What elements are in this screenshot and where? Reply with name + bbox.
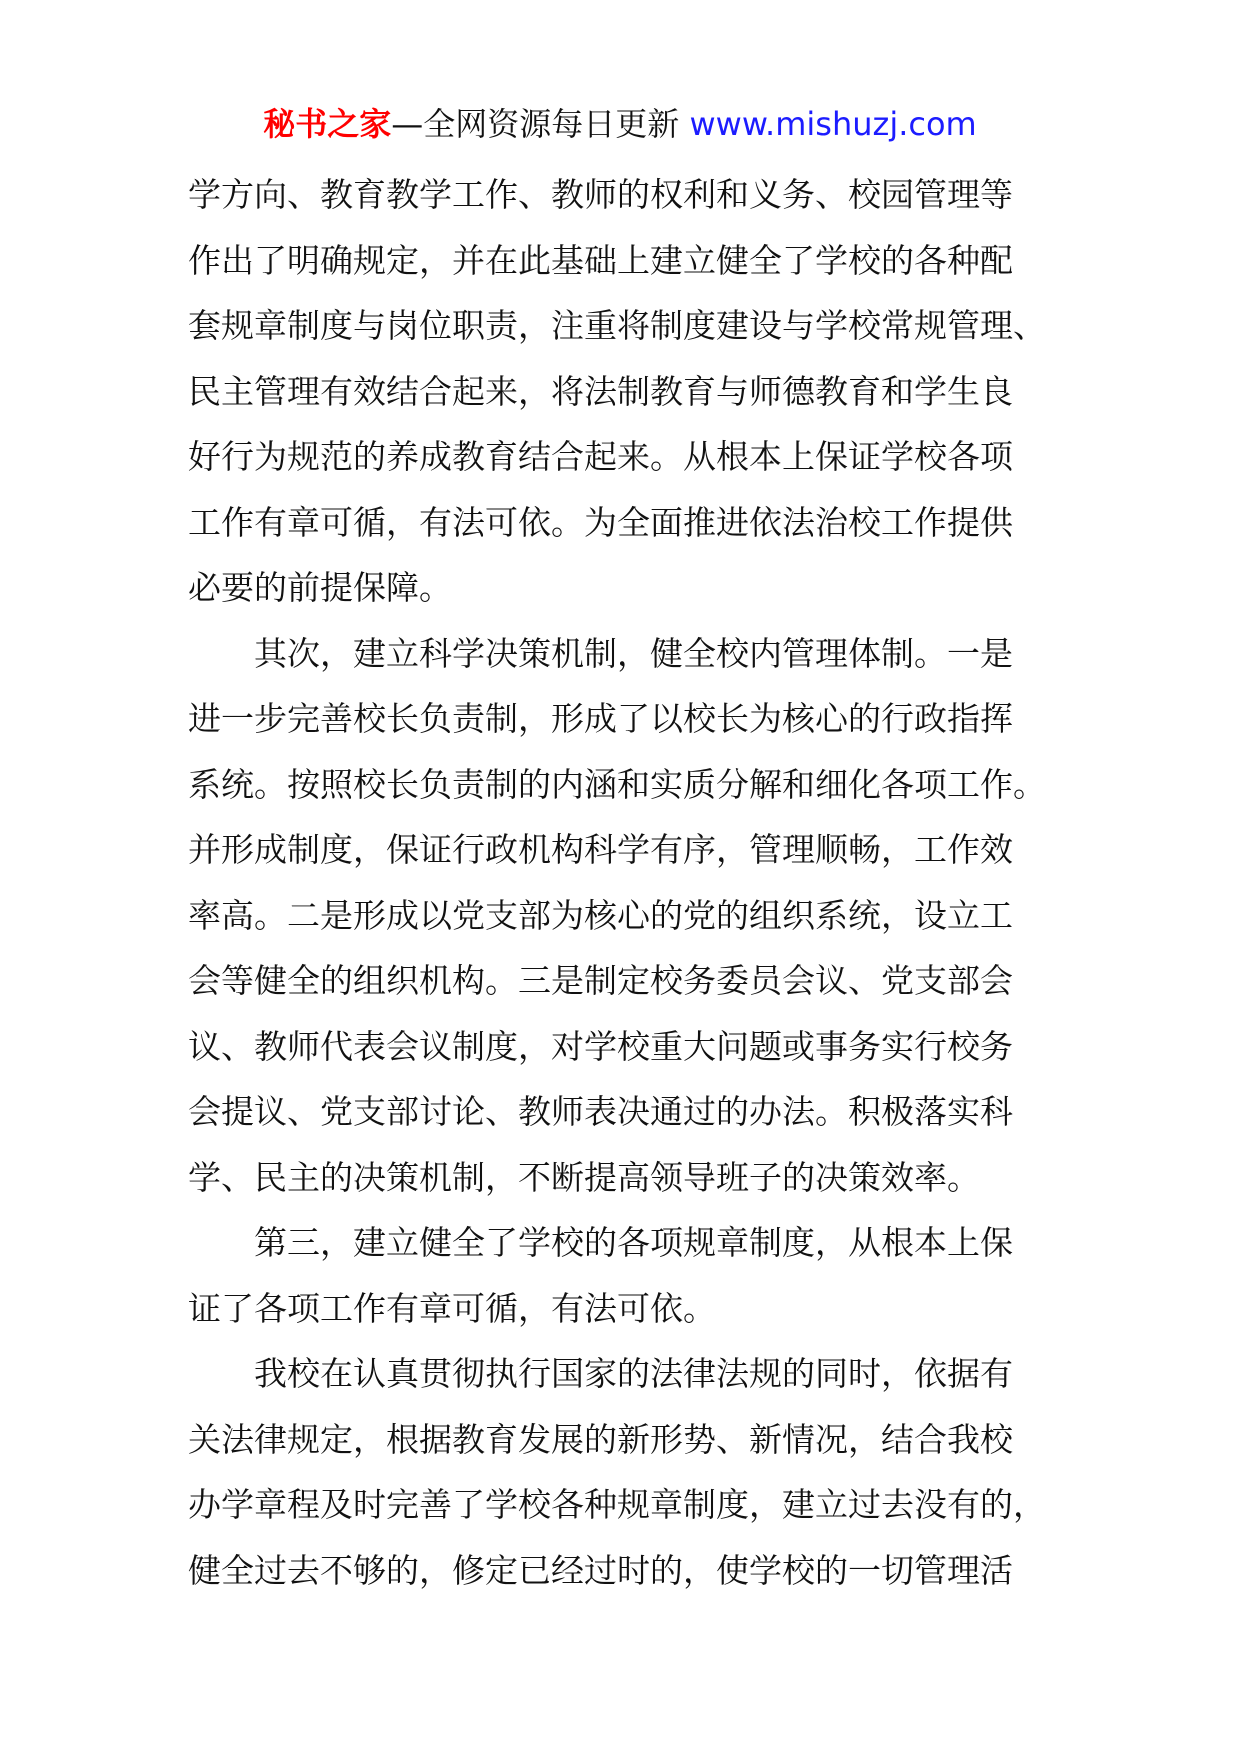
text-line: 健全过去不够的，修定已经过时的，使学校的一切管理活 [188, 1550, 1013, 1590]
text-line: 证了各项工作有章可循，有法可依。 [188, 1288, 716, 1328]
site-header [0, 102, 1240, 146]
header-slogan: —全网资源每日更新 [391, 105, 680, 143]
document-body [188, 162, 1068, 1603]
paragraph-start-line: 其次，建立科学决策机制，健全校内管理体制。一是 [254, 633, 1013, 673]
text-line: 并形成制度，保证行政机构科学有序，管理顺畅，工作效 [188, 830, 1013, 869]
text-line: 学方向、教育教学工作、教师的权利和义务、校园管理等 [188, 175, 1013, 214]
text-line: 作出了明确规定，并在此基础上建立健全了学校的各种配 [188, 240, 1013, 280]
text-line: 会提议、党支部讨论、教师表决通过的办法。积极落实科 [188, 1092, 1013, 1131]
text-line: 进一步完善校长负责制，形成了以校长为核心的行政指挥 [188, 699, 1013, 738]
site-url-link[interactable]: www.mishuzj.com [689, 105, 977, 143]
text-line: 会等健全的组织机构。三是制定校务委员会议、党支部会 [188, 961, 1013, 1000]
text-line: 套规章制度与岗位职责，注重将制度建设与学校常规管理、 [188, 306, 1046, 345]
brand-name: 秘书之家 [263, 105, 392, 143]
paragraph-start-line: 我校在认真贯彻执行国家的法律法规的同时，依据有 [254, 1354, 1013, 1393]
text-line: 关法律规定，根据教育发展的新形势、新情况，结合我校 [188, 1419, 1013, 1459]
paragraph-start-line: 第三，建立健全了学校的各项规章制度，从根本上保 [254, 1223, 1013, 1262]
text-line: 必要的前提保障。 [188, 568, 452, 607]
text-line: 系统。按照校长负责制的内涵和实质分解和细化各项工作。 [188, 764, 1046, 804]
text-line: 议、教师代表会议制度，对学校重大问题或事务实行校务 [188, 1026, 1013, 1066]
text-line: 率高。二是形成以党支部为核心的党的组织系统，设立工 [188, 895, 1013, 935]
text-line: 工作有章可循，有法可依。为全面推进依法治校工作提供 [188, 502, 1013, 542]
text-line: 民主管理有效结合起来，将法制教育与师德教育和学生良 [188, 371, 1013, 411]
text-line: 好行为规范的养成教育结合起来。从根本上保证学校各项 [188, 437, 1013, 476]
text-line: 学、民主的决策机制，不断提高领导班子的决策效率。 [188, 1157, 980, 1197]
text-line: 办学章程及时完善了学校各种规章制度，建立过去没有的， [188, 1485, 1046, 1524]
